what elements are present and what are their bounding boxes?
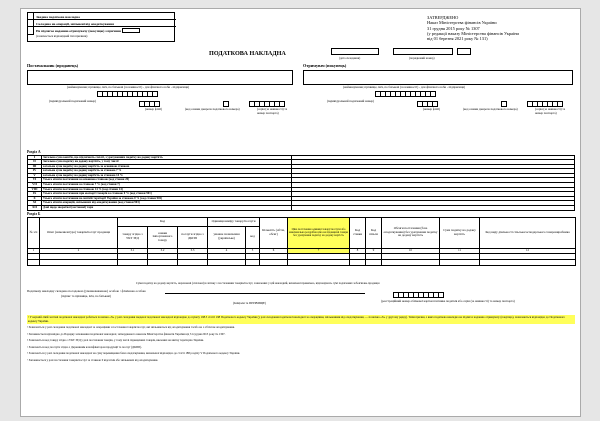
section-a-code: XI (28, 201, 42, 206)
section-a-text: Дані щодо зворотної (заставної) тари (42, 206, 292, 211)
buyer-branch-caption: (номер філії) (423, 107, 440, 111)
section-a-code: VIII (28, 187, 42, 192)
approval-line: 31 грудня 2015 року № 1307 (427, 25, 480, 31)
number-caption: (порядковий номер) (409, 56, 435, 60)
signature-caption: (Ініціали та ПРІЗВИЩЕ) (233, 301, 266, 305)
col-benefit: Код пільги (366, 217, 382, 248)
approval-line: ЗАТВЕРДЖЕНО (427, 15, 459, 20)
section-a-text: Усього обсяги постачання за основною ставкою (код ставки 20) (42, 178, 292, 183)
section-a-code: VI (28, 178, 42, 183)
section-a-code: IV (28, 169, 42, 174)
section-a-text: Усього обсяги операцій, звільнених від оподаткування (код ставки 903) (42, 201, 292, 206)
buyer-name-field[interactable] (303, 70, 573, 85)
document-page (20, 8, 581, 417)
section-a-code: II (28, 160, 42, 165)
approval-line: (у редакції наказу Міністерства фінансів України (427, 30, 519, 36)
section-a-text: Загальна сума коштів, що підлягають сплаті, з урахуванням податку на додану вартість (42, 155, 292, 160)
footnote: ¹ У верхній лівій частині податкової накладної робиться позначка «Х» у разі складання зведеної податкової накладної відповідно до пункту 198.5 статті 198 Податкового кодексу України (у разі складання податкової накладної за операціями, звільненими від оподаткування, — позначка «Х» у другому рядку). Типи причин, з яких податкова накладна не підлягає наданню отримувачу (покупцю), зазначаються відповідно до Податкового кодексу України. (27, 315, 575, 324)
buyer-label: Отримувач (покупець) (303, 63, 347, 68)
not-provided-label: Не підлягає наданню отримувачу (покупцю) з причини (36, 28, 121, 33)
footnote: ⁴ Зазначається код товару згідно з УКТ ЗЕД у разі постачання товарів, у тому числі підакцизних товарів, ввезених на митну територію України. (27, 338, 204, 342)
section-a-text: Загальна сума податку на додану вартість, у тому числі: (42, 160, 292, 165)
reason-caption: (зазначається відповідний тип причини) (36, 34, 88, 38)
section-b (27, 212, 575, 266)
seller-name-caption: (найменування; прізвище, ім'я, по батькові (за наявності) - для фізичної особи - підприємця) (67, 85, 189, 89)
correctness-note: Суми податку на додану вартість, нараховані (сплачені) в зв'язку з постачанням товарів/послуг, зазначених у цій накладній, визначені правильно, відповідають сумі податкових зобов'язань продавця (136, 281, 380, 285)
section-a (27, 150, 575, 211)
column-number: 2 (40, 248, 118, 253)
buyer-block (303, 64, 573, 140)
date-field[interactable] (331, 48, 379, 55)
rnokpp-caption: (реєстраційний номер облікової картки платника податків або серія (за наявності) та номер паспорта) (381, 299, 515, 303)
section-a-text: Усього обсяги постачання на митній території України за ставкою 0 % (код ставки 902) (42, 196, 292, 201)
footnote: ² Зазначається у разі складання податкової накладної за операціями з постачання товарів/послуг, які звільняються від оподаткування та/або не є об'єктом оподаткування. (27, 325, 235, 329)
seller-series-caption: (серія (за наявності) та номер паспорта) (257, 107, 288, 115)
column-number: 3.2 (148, 248, 178, 253)
not-provided-checkbox[interactable] (28, 27, 34, 35)
seller-label: Постачальник (продавець) (27, 63, 79, 68)
section-b-title: Розділ Б (27, 212, 41, 216)
footnote: ³ Заповнюється відповідно до Порядку заповнення податкової накладної, затвердженого наказом Міністерства фінансів України від 31 грудня 2015 року № 1307. (27, 331, 226, 336)
column-number: 5 (246, 248, 260, 253)
column-number: 7 (288, 248, 350, 253)
column-number: 12 (480, 248, 576, 253)
seller-block (27, 64, 293, 140)
footnote: ⁵ Зазначається код послуги згідно з Державним класифікатором продукції та послуг (ДКПП). (27, 344, 142, 349)
section-a-row (28, 206, 575, 211)
section-a-text: загальна сума податку на додану вартість за ставкою 14 % (42, 173, 292, 178)
column-number: 4 (208, 248, 246, 253)
buyer-ipn-caption: (індивідуальний податковий номер) (327, 99, 375, 103)
section-a-value[interactable] (292, 206, 575, 211)
column-number: 9 (366, 248, 382, 253)
section-a-text: загальна сума податку на додану вартість за ставкою 7 % (42, 169, 292, 174)
seller-branch-caption: (номер філії) (145, 107, 162, 111)
column-number: 3.1 (118, 248, 148, 253)
col-vat-sum: Сума податку на додану вартість (440, 217, 480, 248)
column-number: 8 (350, 248, 366, 253)
consolidated-checkbox[interactable] (28, 13, 34, 20)
approval-line: Наказ Міністерства фінансів України (427, 20, 497, 26)
reason-type-box[interactable] (122, 28, 140, 33)
page-title: ПОДАТКОВА НАКЛАДНА (209, 50, 286, 57)
exempt-checkbox[interactable] (28, 20, 34, 27)
col-uktzed: товару згідно з УКТ ЗЕД (118, 226, 148, 248)
column-number: 3.3 (178, 248, 208, 253)
section-a-table (27, 155, 575, 211)
section-a-text: загальна сума податку на додану вартість за основною ставкою (42, 164, 292, 169)
approval-block (427, 15, 577, 41)
col-volume: Обсяги постачання (база оподаткування) без урахування податку на додану вартість (382, 217, 440, 248)
col-price: Ціна постачання одиниці товару/послуги або максимальна роздрібна ціна на підакцизні товари без урахування податку на додану вартість (288, 217, 350, 248)
col-unit-code: код (246, 226, 260, 248)
footnote: ⁷ Заповнюється у разі постачання товарів/послуг за ставкою 0 відсотків або звільнених від оподаткування. (27, 357, 159, 362)
date-caption: (дата складання) (339, 56, 361, 60)
buyer-code-caption: (код ознаки джерела податкового номера) (463, 107, 518, 111)
col-unit-group: Одиниця виміру товару/послуги (208, 217, 260, 226)
footnote: ⁶ Зазначається у разі складання податкової накладної на суму перевищення бази оподаткування, визначеної відповідно до статті 188 розділу V Податкового кодексу України. (27, 351, 240, 355)
footnotes (27, 315, 575, 362)
buyer-ipn-field[interactable] (375, 91, 435, 97)
signer-caption: (підпис та прізвище, ім'я, по батькові) (61, 294, 112, 298)
section-a-code: V (28, 173, 42, 178)
seller-ipn-field[interactable] (97, 91, 157, 97)
seller-name-field[interactable] (27, 70, 293, 85)
col-rate: Код ставки (350, 217, 366, 248)
document-type-box (27, 12, 175, 42)
approval-line: від 01 березня 2021 року № 131) (427, 36, 488, 42)
section-a-code: IX (28, 192, 42, 197)
section-b-table (27, 217, 576, 266)
col-n: № з/п (28, 217, 40, 248)
signer-line[interactable] (165, 291, 365, 294)
section-a-text: Усього обсяги постачання за ставкою 14 % (код ставки 14) (42, 187, 292, 192)
section-a-code: XII (28, 206, 42, 211)
col-name: Опис (номенклатура) товарів/послуг продавця (40, 217, 118, 248)
column-number: 11 (440, 248, 480, 253)
buyer-series-caption: (серія (за наявності) та номер паспорта) (535, 107, 566, 115)
section-a-code: I (28, 155, 42, 160)
consolidated-label: Зведена податкова накладна (36, 14, 80, 19)
col-qty: Кількість (об'єм, обсяг) (260, 217, 288, 248)
section-a-code: III (28, 164, 42, 169)
rnokpp-field[interactable] (393, 292, 443, 298)
exempt-label: Складена на операції, звільнені від оподаткування (36, 21, 114, 26)
col-kod: Код (118, 217, 208, 226)
col-imported: ознаки імпортованого товару (148, 226, 178, 248)
column-number: 1 (28, 248, 40, 253)
section-a-code: X (28, 196, 42, 201)
section-a-text: Усього обсяги постачання за ставкою 7 % (код ставки 7) (42, 183, 292, 188)
section-a-text: Усього обсяги постачання при експорті товарів за ставкою 0 % (код ставки 901) (42, 192, 292, 197)
section-a-title: Розділ А (27, 150, 41, 154)
signer-label: Податкову накладну складено посадовою (уповноваженою) особою / фізичною особою (27, 289, 146, 293)
col-unit-name: умовне позначення (українське) (208, 226, 246, 248)
table-row[interactable] (28, 259, 576, 265)
column-number: 6 (260, 248, 288, 253)
number-field[interactable] (393, 48, 453, 55)
buyer-name-caption: (найменування; прізвище, ім'я, по батькові (за наявності) - для фізичної особи - підприємця) (343, 85, 465, 89)
col-excise: Код виду діяльності сільськогосподарського товаровиробника (480, 217, 576, 248)
column-number: 10 (382, 248, 440, 253)
col-dkpp: послуги згідно з ДКПП (178, 226, 208, 248)
seller-ipn-caption: (індивідуальний податковий номер) (49, 99, 97, 103)
number-suffix-field[interactable] (457, 48, 471, 55)
section-a-code: VII (28, 183, 42, 188)
seller-code-caption: (код ознаки джерела податкового номера) (185, 107, 240, 111)
